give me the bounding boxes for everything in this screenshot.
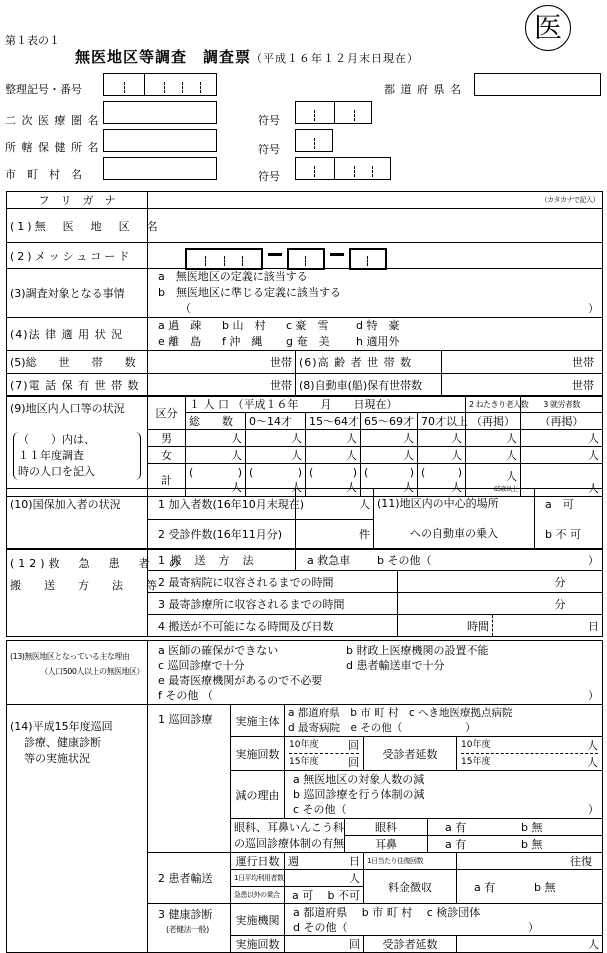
unit-nin: 人 xyxy=(506,432,518,445)
form-title-main: 無医地区等調査 調査票 xyxy=(75,48,252,66)
mesh-code-box-3[interactable] xyxy=(349,248,387,270)
unit-hour: 時間 xyxy=(467,619,489,633)
note-line-1: （ ）内は、 xyxy=(18,432,95,446)
eye-label: 眼科 xyxy=(345,819,428,836)
unit-nin: 人 xyxy=(291,480,302,494)
ryokin-option-yes[interactable]: a 有 xyxy=(474,880,496,894)
shutai-options xyxy=(285,705,603,737)
paren-close: ） xyxy=(588,553,600,567)
male-worker[interactable] xyxy=(521,430,603,447)
female-bedridden[interactable] xyxy=(466,447,521,464)
unit-kai: 回 xyxy=(348,756,359,769)
ryokin-options xyxy=(457,870,603,904)
kikan-option-other[interactable]: d その他（ xyxy=(293,920,348,934)
female-worker[interactable] xyxy=(521,447,603,464)
paren-open: ( xyxy=(421,465,426,479)
unko-field[interactable] xyxy=(285,853,364,870)
law-option-gosetsu[interactable]: c 豪 雪 xyxy=(286,319,329,332)
kenshin-jushin-label: 受診者延数 xyxy=(364,936,457,953)
unit-day: 日 xyxy=(588,619,600,633)
paren-close: ） xyxy=(588,302,600,315)
vehicle-access-option-a[interactable]: a 可 xyxy=(535,489,603,520)
sheet-number: 第１表の１ xyxy=(5,34,60,47)
population-note xyxy=(7,430,148,497)
male-bedridden[interactable] xyxy=(466,430,521,447)
junkai-table xyxy=(6,704,603,953)
reason-option-d[interactable]: d 患者輸送車で十分 xyxy=(346,658,445,672)
unit-nin: 人 xyxy=(451,480,463,494)
reason-label-2: （人口500人以上の無医地区） xyxy=(40,667,144,676)
note-line-3: 時の人口を記入 xyxy=(18,464,95,478)
unit-setai: 世帯 xyxy=(572,356,595,369)
unit-nin: 人 xyxy=(506,449,518,462)
paren-close: ) xyxy=(237,465,242,479)
unit-week: 週 xyxy=(288,855,299,868)
law-option-amami[interactable]: g 奄 美 xyxy=(286,335,330,348)
phone-households-field[interactable] xyxy=(148,374,296,397)
unit-nin: 人 xyxy=(291,449,302,462)
mukuchiku-name-label: (1)無 医 地 区 名 xyxy=(7,209,148,243)
transport-label xyxy=(7,549,184,637)
unit-nin: 人 xyxy=(588,449,600,462)
eye-ent-label-2: の巡回診療体制の有無 xyxy=(234,836,344,850)
unit-nin: 人 xyxy=(588,938,599,951)
junkai-label-2: 診療、健康診断 xyxy=(24,736,101,749)
car-households-label: (8)自動車(船)保有世帯数 xyxy=(296,374,442,397)
kanja-yuso-label: 2 患者輸送 xyxy=(148,853,231,904)
worker-repost: （再掲） xyxy=(521,413,603,430)
year-15: 15年度 xyxy=(289,757,319,767)
unit-nin: 人 xyxy=(587,739,598,752)
eye-ent-label xyxy=(231,819,345,853)
paren-close: ) xyxy=(352,465,357,479)
noriai-option-no[interactable]: b 不可 xyxy=(327,889,360,902)
shutai-options-line-1[interactable]: a 都道府県 b 市 町 村 c へき地医療拠点病院 xyxy=(288,706,513,719)
kenshin-kaisu-field[interactable] xyxy=(285,936,364,953)
hokenjo-code-label: 符号 xyxy=(258,143,280,156)
jijo-options xyxy=(148,269,603,318)
form-title xyxy=(75,46,419,67)
mesh-code-label: (2)メッシュコード xyxy=(7,243,148,269)
shutai-label: 実施主体 xyxy=(231,705,285,737)
unit-min: 分 xyxy=(554,597,566,611)
unit-kai: 回 xyxy=(348,739,359,752)
mesh-code-box-1[interactable] xyxy=(185,248,263,270)
reason-label xyxy=(7,641,148,705)
eye-ent-label-1: 眼科、耳鼻いんこう科 xyxy=(234,820,344,834)
eye-option-no[interactable]: b 無 xyxy=(521,821,543,834)
female-total[interactable] xyxy=(186,447,246,464)
row-male-label: 男 xyxy=(148,430,186,447)
city-code-label: 符号 xyxy=(258,170,280,183)
kokuho-table xyxy=(6,488,603,550)
unit-nin: 人 xyxy=(588,432,600,445)
ryokin-label: 料金徴収 xyxy=(364,870,457,904)
total-households-label: (5)総 世 帯 数 xyxy=(7,351,148,374)
ryokin-option-no[interactable]: b 無 xyxy=(534,880,556,894)
unit-nin: 人 xyxy=(403,432,414,445)
noriai-label: 急患以外の乗合 xyxy=(231,887,285,904)
jijo-label: (3)調査対象となる事情 xyxy=(7,269,148,318)
male-70-plus[interactable] xyxy=(418,430,466,447)
unko-label: 運行日数 xyxy=(231,853,285,870)
city-code-field[interactable] xyxy=(295,157,391,180)
kenshin-jushin-field[interactable] xyxy=(457,936,603,953)
gen-reason-options xyxy=(285,771,603,819)
paren-close: ） xyxy=(588,688,599,702)
col-15-64: 15〜64才 xyxy=(306,413,361,430)
population-table xyxy=(6,395,603,497)
bedridden-header: 2 ねたきり老人数 xyxy=(466,396,521,413)
female-0-14[interactable] xyxy=(246,447,306,464)
unit-nin: 人 xyxy=(403,449,414,462)
unit-nin: 人 xyxy=(231,432,242,445)
dash-icon xyxy=(268,253,282,256)
male-0-14[interactable] xyxy=(246,430,306,447)
unit-nin: 人 xyxy=(231,449,242,462)
impossible-hours-field[interactable] xyxy=(398,615,493,637)
transport-method-label: 1 搬 送 方 法 xyxy=(148,549,296,571)
law-option-tekiyougai[interactable]: h 適用外 xyxy=(356,335,400,348)
kikan-options xyxy=(285,904,603,936)
katakana-note: （カタカナで記入） xyxy=(540,196,600,204)
kikan-label: 実施機関 xyxy=(231,904,285,936)
paren-open: ( xyxy=(189,465,194,479)
gen-option-c[interactable]: c その他（ xyxy=(293,803,347,816)
transport-option-other[interactable]: b その他（ xyxy=(377,553,432,567)
ent-option-yes[interactable]: a 有 xyxy=(445,838,467,851)
transport-label-1: (12)救 急 患 者 の xyxy=(10,557,184,570)
jijo-option-a[interactable]: a 無医地区の定義に該当する xyxy=(158,270,308,283)
paren-close: ） xyxy=(528,920,539,934)
reason-option-f[interactable]: f その他 （ xyxy=(158,688,213,702)
mesh-code-box-2[interactable] xyxy=(287,248,325,270)
gen-option-b[interactable]: b 巡回診療を行う体制の減 xyxy=(293,788,425,801)
vehicle-access-label-1: (11)地区内の中心的場所 xyxy=(377,497,499,510)
transport-method-options xyxy=(296,549,603,571)
note-line-2: １１年度調査 xyxy=(18,448,84,462)
unit-setai: 世帯 xyxy=(270,379,292,392)
unit-nin: 人 xyxy=(451,432,463,445)
clinic-time-field[interactable] xyxy=(398,593,603,615)
form-table-upper xyxy=(6,191,603,397)
reason-option-b[interactable]: b 財政上医療機関の設置不能 xyxy=(346,643,489,657)
ent-option-no[interactable]: b 無 xyxy=(521,838,543,851)
reason-table xyxy=(6,640,603,705)
niji-code-field[interactable] xyxy=(295,101,372,124)
unit-day: 日 xyxy=(349,855,360,868)
kaisu-label: 実施回数 xyxy=(231,737,285,771)
paren-open: ( xyxy=(309,465,314,479)
niji-code-label: 符号 xyxy=(258,114,280,127)
population-label: (9)地区内人口等の状況 xyxy=(7,396,148,430)
niji-field[interactable] xyxy=(103,101,217,124)
kikan-options-line-1[interactable]: a 都道府県 b 市 町 村 c 検診団体 xyxy=(293,905,481,919)
law-option-sanson[interactable]: b 山 村 xyxy=(222,319,266,332)
mesh-code-field[interactable] xyxy=(148,243,603,269)
junkai-shinryo-label: 1 巡回診療 xyxy=(148,705,231,853)
unit-nin: 人 xyxy=(346,432,357,445)
unit-nin: 人 xyxy=(588,482,600,495)
gen-option-a[interactable]: a 無医地区の対象人数の減 xyxy=(293,773,425,786)
unit-min: 分 xyxy=(554,575,566,589)
kubun-label: 区分 xyxy=(148,396,186,430)
law-option-ritou[interactable]: e 離 島 xyxy=(158,335,202,348)
worker-header: 3 就労者数 xyxy=(521,396,603,413)
kenshin-label-2: (老健法一般) xyxy=(166,925,209,934)
form-title-date: （平成１６年１２月末日現在） xyxy=(251,52,420,65)
male-total[interactable] xyxy=(186,430,246,447)
paren-close: ） xyxy=(588,803,599,816)
prefecture-field[interactable] xyxy=(474,73,601,96)
vehicle-access-label-2: への自動車の乗入 xyxy=(410,527,498,540)
transport-table xyxy=(6,548,603,637)
dash-icon xyxy=(330,253,344,256)
paren-open: ( xyxy=(249,465,254,479)
unit-nin: 人 xyxy=(506,469,518,483)
elderly-households-label: (6)高 齢 者 世 帯 数 xyxy=(296,351,442,374)
hokenjo-label: 所 轄 保 健 所 名 xyxy=(5,141,100,154)
mukuchiku-name-field[interactable] xyxy=(148,209,603,243)
hokenjo-code-field[interactable] xyxy=(295,129,333,152)
col-0-14: 0〜14才 xyxy=(246,413,306,430)
male-15-64[interactable] xyxy=(306,430,361,447)
paren-close: ) xyxy=(457,465,463,479)
unit-nin: 人 xyxy=(359,497,370,511)
vehicle-access-option-b[interactable]: b 不 可 xyxy=(535,519,603,550)
seiri-number-field[interactable] xyxy=(103,73,217,96)
hospital-time-field[interactable] xyxy=(398,571,603,593)
female-15-64[interactable] xyxy=(306,447,361,464)
ent-label: 耳鼻 xyxy=(345,836,428,853)
medical-seal-icon: 医 xyxy=(525,5,571,51)
impossible-days-field[interactable] xyxy=(493,615,603,637)
vehicle-access-label xyxy=(374,489,535,550)
jushin-field[interactable] xyxy=(296,519,374,550)
jushin-label: 2 受診件数(16年11月分) xyxy=(148,519,296,550)
year-10: 10年度 xyxy=(289,740,319,750)
hospital-time-label: 2 最寄病院に収容されるまでの時間 xyxy=(148,571,398,593)
unit-setai: 世帯 xyxy=(572,379,595,392)
unit-nin: 人 xyxy=(291,432,302,445)
furigana-field[interactable] xyxy=(148,192,603,209)
eye-option-yes[interactable]: a 有 xyxy=(445,821,467,834)
car-households-field[interactable] xyxy=(442,374,603,397)
eye-options xyxy=(428,819,603,836)
transport-label-2: 搬 送 方 法 等 xyxy=(10,579,163,592)
clinic-time-label: 3 最寄診療所に収容されるまでの時間 xyxy=(148,593,398,615)
transport-option-ambulance[interactable]: a 救急車 xyxy=(307,553,351,567)
law-options xyxy=(148,318,603,351)
oufuku-label: 1日当たり往復回数 xyxy=(364,853,457,870)
law-option-kaso[interactable]: a 過 疎 xyxy=(158,319,202,332)
female-65-69[interactable] xyxy=(361,447,418,464)
city-label: 市 町 村 名 xyxy=(5,168,82,181)
noriai-option-yes[interactable]: a 可 xyxy=(292,889,314,902)
bedridden-repost: （再掲） xyxy=(466,413,521,430)
gen-reason-label: 減の理由 xyxy=(231,771,285,819)
kenshin-label-1: 3 健康診断 xyxy=(158,908,213,921)
paren-open: ( xyxy=(364,465,369,479)
col-65-69: 65〜69才 xyxy=(361,413,418,430)
female-70-plus[interactable] xyxy=(418,447,466,464)
paren-close: ) xyxy=(297,465,302,479)
junkai-label-3: 等の実施状況 xyxy=(24,752,90,765)
kanyu-field[interactable] xyxy=(296,489,374,520)
year-15: 15年度 xyxy=(461,757,491,767)
unit-setai: 世帯 xyxy=(270,356,292,369)
noriai-options xyxy=(285,887,364,904)
paren-close: ) xyxy=(409,465,414,479)
paren-open: （ xyxy=(180,302,191,315)
unit-nin: 人 xyxy=(346,449,357,462)
impossible-time-label: 4 搬送が不可能になる時間及び日数 xyxy=(148,615,398,637)
unit-kai: 回 xyxy=(349,938,360,951)
col-total: 総 数 xyxy=(186,413,246,430)
row-female-label: 女 xyxy=(148,447,186,464)
unit-oufuku: 往復 xyxy=(570,855,592,868)
reason-option-e[interactable]: e 最寄医療機関があるので不必要 xyxy=(158,673,323,687)
year-10: 10年度 xyxy=(461,740,491,750)
unit-nin: 人 xyxy=(587,756,598,769)
junkai-label-1: (14)平成15年度巡回 xyxy=(10,720,113,733)
furigana-label: フ リ ガ ナ xyxy=(7,192,148,209)
seiri-label: 整理記号・番号 xyxy=(5,83,82,96)
law-option-tokugo[interactable]: d 特 豪 xyxy=(356,319,400,332)
population-date-header: １ 人 口 （平成１６年 月 日現在） xyxy=(186,396,466,413)
unit-nin: 人 xyxy=(451,449,463,462)
male-65-69[interactable] xyxy=(361,430,418,447)
kaisu-fields[interactable] xyxy=(285,737,364,771)
shutai-options-line-2[interactable]: d 最寄病院 e その他（ ） xyxy=(288,721,476,734)
reason-option-c[interactable]: c 巡回診療で十分 xyxy=(158,658,245,672)
elderly-households-field[interactable] xyxy=(442,351,603,374)
hokenjo-field[interactable] xyxy=(103,129,217,152)
sub-note-65plus: 65歳以上 xyxy=(493,485,518,493)
oufuku-field[interactable] xyxy=(457,853,603,870)
jushin-nobe-label: 受診者延数 xyxy=(364,737,457,771)
row-total-label: 計 xyxy=(148,464,186,497)
prefecture-label: 都 道 府 県 名 xyxy=(384,83,462,96)
law-label: (4)法 律 適 用 状 況 xyxy=(7,318,148,351)
kanyu-label: 1 加入者数(16年10月末現在) xyxy=(148,489,296,520)
jijo-option-b[interactable]: b 無医地区に準じる定義に該当する xyxy=(158,286,341,299)
kokuho-label: (10)国保加入者の状況 xyxy=(7,489,148,550)
kenshin-kaisu-label: 実施回数 xyxy=(231,936,285,953)
phone-households-label: (7)電 話 保 有 世 帯 数 xyxy=(7,374,148,397)
jushin-nobe-fields[interactable] xyxy=(457,737,603,771)
unit-ken: 件 xyxy=(359,528,370,542)
avg-users-field[interactable] xyxy=(285,870,364,887)
city-field[interactable] xyxy=(103,157,217,180)
jijo-other-field[interactable] xyxy=(158,301,599,317)
reason-options xyxy=(148,641,603,705)
law-option-okinawa[interactable]: f 沖 縄 xyxy=(222,335,263,348)
reason-option-a[interactable]: a 医師の確保ができない xyxy=(158,643,279,657)
junkai-label xyxy=(7,705,148,953)
total-households-field[interactable] xyxy=(148,351,296,374)
kenshin-label xyxy=(148,904,231,953)
col-70-plus: 70才以上 xyxy=(418,413,466,430)
avg-users-label: 1日平均利用者数 xyxy=(231,870,285,887)
ent-options xyxy=(428,836,603,853)
unit-nin: 人 xyxy=(346,480,357,494)
unit-nin: 人 xyxy=(403,480,414,494)
unit-nin: 人 xyxy=(231,480,242,494)
unit-nin: 人 xyxy=(349,872,360,885)
niji-label: 二 次 医 療 圏 名 xyxy=(5,114,100,127)
reason-label-1: (13)無医地区となっている主な理由 xyxy=(10,652,130,661)
